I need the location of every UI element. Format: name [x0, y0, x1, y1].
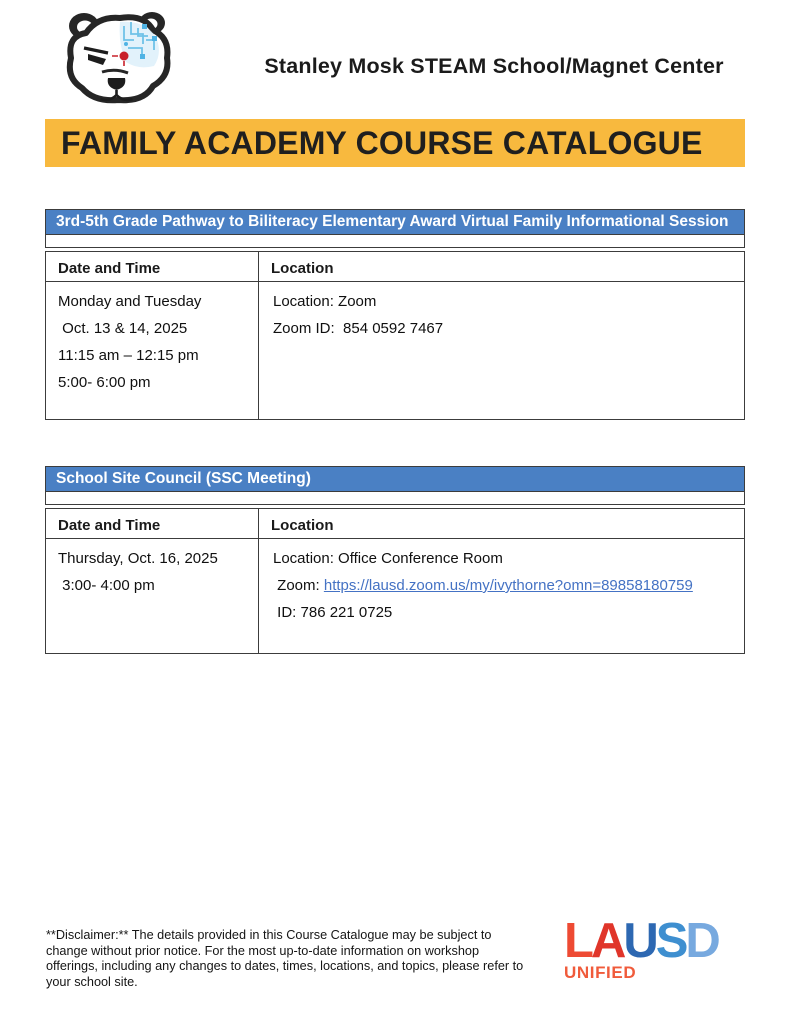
- catalogue-title: FAMILY ACADEMY COURSE CATALOGUE: [61, 124, 703, 161]
- school-name-title: Stanley Mosk STEAM School/Magnet Center: [264, 54, 724, 78]
- lausd-letter-u: U: [623, 914, 656, 968]
- location-cell: [259, 282, 745, 420]
- bear-steam-logo-icon: [58, 10, 180, 106]
- location-line: Location: Zoom: [273, 293, 377, 310]
- zoom-link-line: [273, 578, 738, 594]
- spacer-row: [46, 235, 744, 247]
- table-header-row: [46, 509, 745, 539]
- location-cell: [259, 539, 745, 654]
- column-header-location: Location: [259, 509, 745, 539]
- lausd-wordmark: [564, 916, 718, 966]
- session-section-biliteracy: [45, 209, 745, 420]
- section-title-box: [45, 209, 745, 248]
- session-section-ssc-meeting: [45, 466, 745, 654]
- schedule-table: [45, 251, 745, 420]
- table-header-row: [46, 252, 745, 282]
- zoom-label: Zoom:: [273, 577, 324, 594]
- section-title-bar: 3rd-5th Grade Pathway to Biliteracy Elementary Award Virtual Family Informational Session: [46, 210, 744, 235]
- location-line: Location: Office Conference Room: [273, 550, 503, 567]
- lausd-letter-l: L: [564, 914, 591, 968]
- zoom-id-line: Zoom ID: 854 0592 7467: [273, 320, 444, 337]
- lausd-logo: [564, 916, 718, 983]
- lausd-letter-s: S: [655, 914, 686, 968]
- column-header-location: Location: [259, 252, 745, 282]
- column-header-date-time: Date and Time: [46, 509, 259, 539]
- date-time-cell: [46, 282, 259, 420]
- date-line: 3:00- 4:00 pm: [58, 577, 155, 594]
- date-line: 11:15 am – 12:15 pm: [58, 347, 199, 364]
- table-row: [46, 282, 745, 420]
- date-line: Monday and Tuesday: [58, 293, 202, 310]
- section-title-bar: School Site Council (SSC Meeting): [46, 467, 744, 492]
- zoom-meeting-link[interactable]: https://lausd.zoom.us/my/ivythorne?omn=89858180759: [323, 577, 693, 594]
- meeting-id-line: ID: 786 221 0725: [273, 604, 393, 621]
- date-line: 5:00- 6:00 pm: [58, 374, 151, 391]
- spacer-row: [46, 492, 744, 504]
- column-header-date-time: Date and Time: [46, 252, 259, 282]
- disclaimer-text: **Disclaimer:** The details provided in this Course Catalogue may be subject to change without prior notice. For the most up-to-date information on workshop offerings, including any changes to dates, times, locations, and topics, please refer to your school site.: [46, 928, 524, 989]
- lausd-letter-d: D: [685, 914, 718, 968]
- section-title-box: [45, 466, 745, 505]
- date-line: Thursday, Oct. 16, 2025: [58, 550, 218, 567]
- lausd-unified-label: UNIFIED: [564, 963, 637, 982]
- schedule-table: [45, 508, 745, 654]
- date-time-cell: [46, 539, 259, 654]
- date-line: Oct. 13 & 14, 2025: [58, 320, 188, 337]
- lausd-letter-a: A: [590, 914, 624, 968]
- table-row: [46, 539, 745, 654]
- catalogue-title-banner: [45, 119, 745, 167]
